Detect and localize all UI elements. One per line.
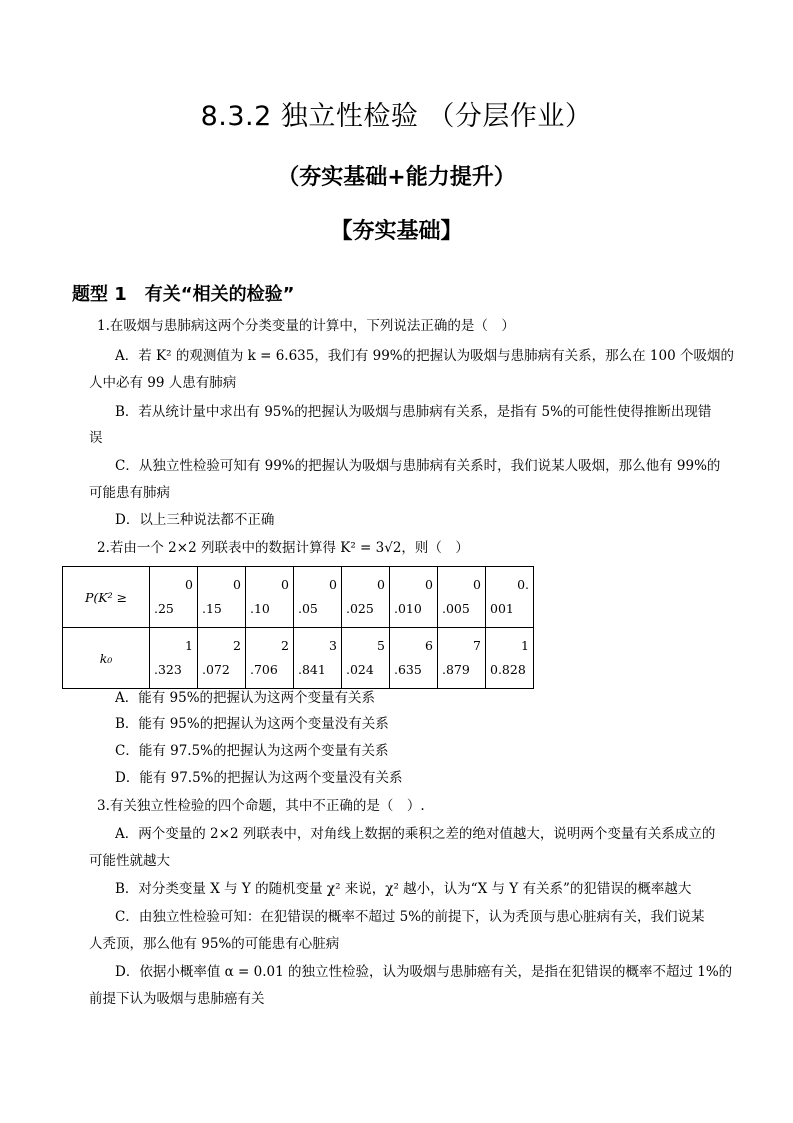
question-3-option-b: B．对分类变量 X 与 Y 的随机变量 χ² 来说，χ² 越小，认为“X 与 Y 有关系”的犯错误的概率越大 [115, 881, 692, 897]
question-2-option-a: A．能有 95%的把握认为这两个变量有关系 [115, 690, 376, 706]
question-1-option-a-continued: 人中必有 99 人患有肺病 [89, 375, 237, 391]
page-title: 8.3.2 独立性检验 （分层作业） [200, 101, 593, 132]
question-1-option-c-continued: 可能患有肺病 [89, 485, 170, 501]
table-cell: 5 .024 [342, 628, 390, 689]
table-cell: 6 .635 [390, 628, 438, 689]
question-type-heading: 题型 1 有关“相关的检验” [72, 284, 295, 305]
question-1-option-c: C．从独立性检验可知有 99%的把握认为吸烟与患肺病有关系时，我们说某人吸烟，那么他有 99%的 [115, 458, 721, 474]
table-cell: 1 0.828 [486, 628, 534, 689]
table-cell: 0 .25 [150, 567, 198, 628]
table-cell: 2 .072 [198, 628, 246, 689]
table-cell: 7 .879 [438, 628, 486, 689]
table-cell: 0 .15 [198, 567, 246, 628]
table-header-critical-value: k₀ [63, 628, 150, 689]
question-1-option-d: D．以上三种说法都不正确 [115, 512, 275, 528]
table-cell: 0 .010 [390, 567, 438, 628]
question-3-option-d: D．依据小概率值 α = 0.01 的独立性检验，认为吸烟与患肺癌有关，是指在犯错误的概率不超过 1%的 [115, 964, 733, 980]
question-1-stem: 1.在吸烟与患肺病这两个分类变量的计算中，下列说法正确的是（ ） [97, 318, 515, 334]
question-2-stem: 2.若由一个 2×2 列联表中的数据计算得 K² = 3√2，则（ ） [97, 540, 469, 556]
question-2-option-d: D．能有 97.5%的把握认为这两个变量没有关系 [115, 770, 403, 786]
table-cell: 0 .025 [342, 567, 390, 628]
question-3-option-c-continued: 人秃顶，那么他有 95%的可能患有心脏病 [89, 936, 340, 952]
table-row-critical-value [63, 628, 534, 689]
table-row-probability [63, 567, 534, 628]
question-1-option-b: B．若从统计量中求出有 95%的把握认为吸烟与患肺病有关系，是指有 5%的可能性使得推断出现错 [115, 404, 712, 420]
table-cell: 0 .05 [294, 567, 342, 628]
critical-value-table [62, 566, 534, 689]
table-cell: 0. 001 [486, 567, 534, 628]
section-heading: 【夯实基础】 [330, 219, 463, 244]
question-1-option-b-continued: 误 [89, 430, 103, 446]
question-3-option-c: C．由独立性检验可知：在犯错误的概率不超过 5%的前提下，认为秃顶与患心脏病有关，我们说某 [115, 909, 705, 925]
question-3-stem: 3.有关独立性检验的四个命题，其中不正确的是（ ）. [97, 798, 425, 814]
question-2-option-b: B．能有 95%的把握认为这两个变量没有关系 [115, 716, 389, 732]
question-1-option-a: A．若 K² 的观测值为 k = 6.635，我们有 99%的把握认为吸烟与患肺病有关系，那么在 100 个吸烟的 [115, 348, 734, 364]
question-3-option-a-continued: 可能性就越大 [89, 853, 170, 869]
question-3-option-d-continued: 前提下认为吸烟与患肺癌有关 [89, 991, 265, 1007]
table-cell: 0 .005 [438, 567, 486, 628]
table-cell: 2 .706 [246, 628, 294, 689]
table-header-probability: P(K² ≥ [63, 567, 150, 628]
table-cell: 3 .841 [294, 628, 342, 689]
table-cell: 1 .323 [150, 628, 198, 689]
question-2-option-c: C．能有 97.5%的把握认为这两个变量有关系 [115, 743, 389, 759]
page-subtitle: （夯实基础+能力提升） [277, 165, 516, 190]
table-cell: 0 .10 [246, 567, 294, 628]
question-3-option-a: A．两个变量的 2×2 列联表中，对角线上数据的乘积之差的绝对值越大，说明两个变量有关系成立的 [115, 826, 716, 842]
